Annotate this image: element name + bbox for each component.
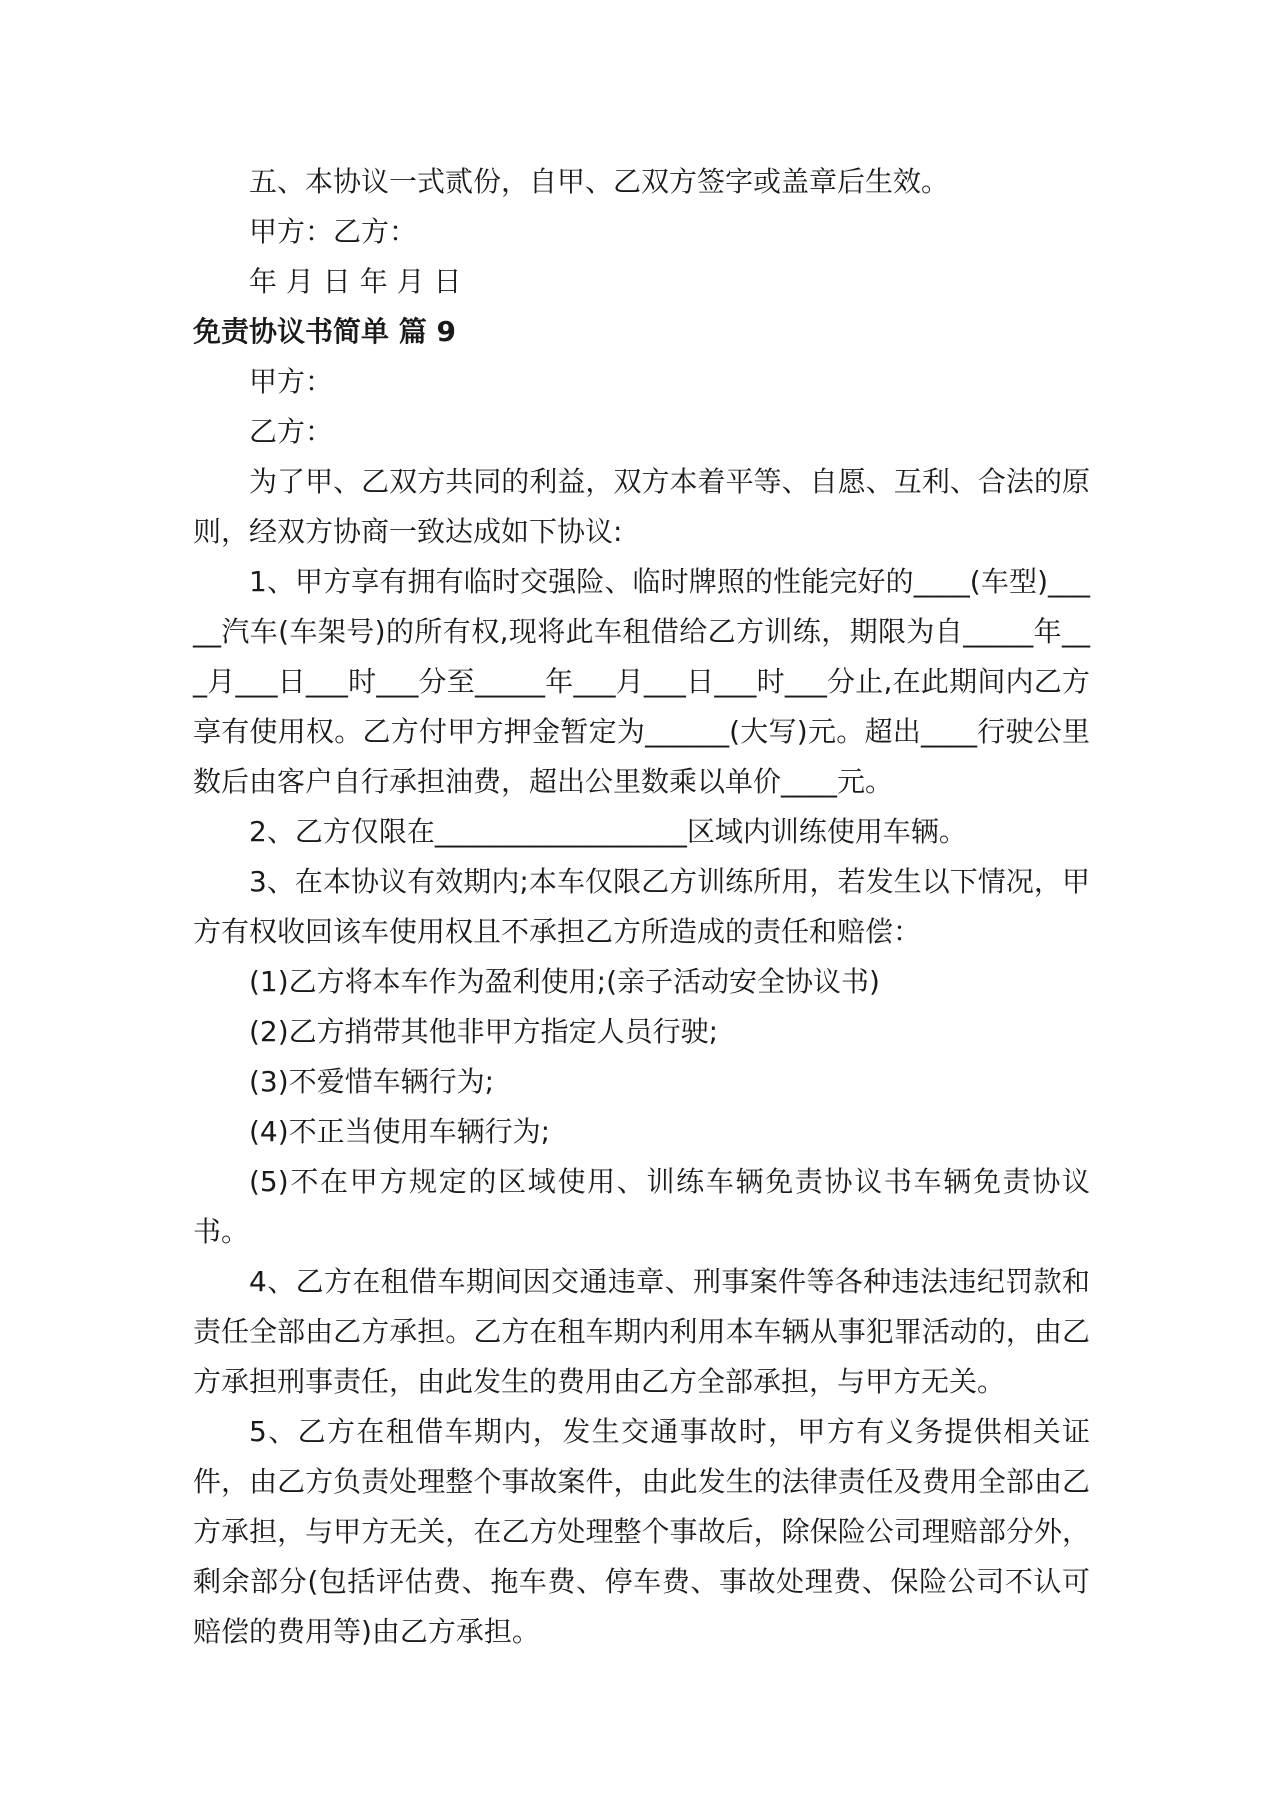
paragraph-party-b: 乙方： (249, 415, 334, 448)
paragraph-clause-five-top: 五、本协议一式贰份，自甲、乙双方签字或盖章后生效。 (249, 165, 950, 198)
paragraph-clause-4: 4、乙方在租借车期间因交通违章、刑事案件等各种违法违纪罚款和责任全部由乙方承担。乙方在租车期内利用本车辆从事犯罪活动的，由乙方承担刑事责任，由此发生的费用由乙方全部承担，与甲方无关。 (193, 1265, 1090, 1398)
document-body (193, 157, 1090, 1657)
paragraph-signature-dates: 年 月 日 年 月 日 (249, 265, 462, 298)
paragraph-clause-5: 5、乙方在租借车期内，发生交通事故时，甲方有义务提供相关证件，由乙方负责处理整个事故案件，由此发生的法律责任及费用全部由乙方承担，与甲方无关，在乙方处理整个事故后，除保险公司理赔部分外，剩余部分(包括评估费、拖车费、停车费、事故处理费、保险公司不认可赔偿的费用等)由乙方承担。 (193, 1415, 1090, 1648)
paragraph-subclause-5: (5)不在甲方规定的区域使用、训练车辆免责协议书车辆免责协议书。 (193, 1165, 1090, 1248)
section-title: 免责协议书简单 篇 9 (193, 315, 456, 348)
paragraph-party-signatures: 甲方：乙方： (249, 215, 418, 248)
paragraph-subclause-3: (3)不爱惜车辆行为; (249, 1065, 495, 1098)
paragraph-subclause-4: (4)不正当使用车辆行为; (249, 1115, 551, 1148)
paragraph-subclause-1: (1)乙方将本车作为盈利使用;(亲子活动安全协议书) (249, 965, 880, 998)
paragraph-party-a: 甲方： (249, 365, 334, 398)
paragraph-clause-2: 2、乙方仅限在__________________区域内训练使用车辆。 (249, 815, 967, 848)
paragraph-clause-3: 3、在本协议有效期内;本车仅限乙方训练所用，若发生以下情况，甲方有权收回该车使用权且不承担乙方所造成的责任和赔偿： (193, 865, 1090, 948)
paragraph-clause-1: 1、甲方享有拥有临时交强险、临时牌照的性能完好的____(车型)_____汽车(车架号)的所有权,现将此车租借给乙方训练，期限为自_____年___月___日___时___分至_____年___月___日___时___分止,在此期间内乙方享有使用权。乙方付甲方押金暂定为______(大写)元。超出____行驶公里数后由客户自行承担油费，超出公里数乘以单价____元。 (193, 565, 1090, 798)
paragraph-subclause-2: (2)乙方捎带其他非甲方指定人员行驶; (249, 1015, 719, 1048)
paragraph-preamble: 为了甲、乙双方共同的利益，双方本着平等、自愿、互利、合法的原则，经双方协商一致达成如下协议: (193, 465, 1090, 548)
